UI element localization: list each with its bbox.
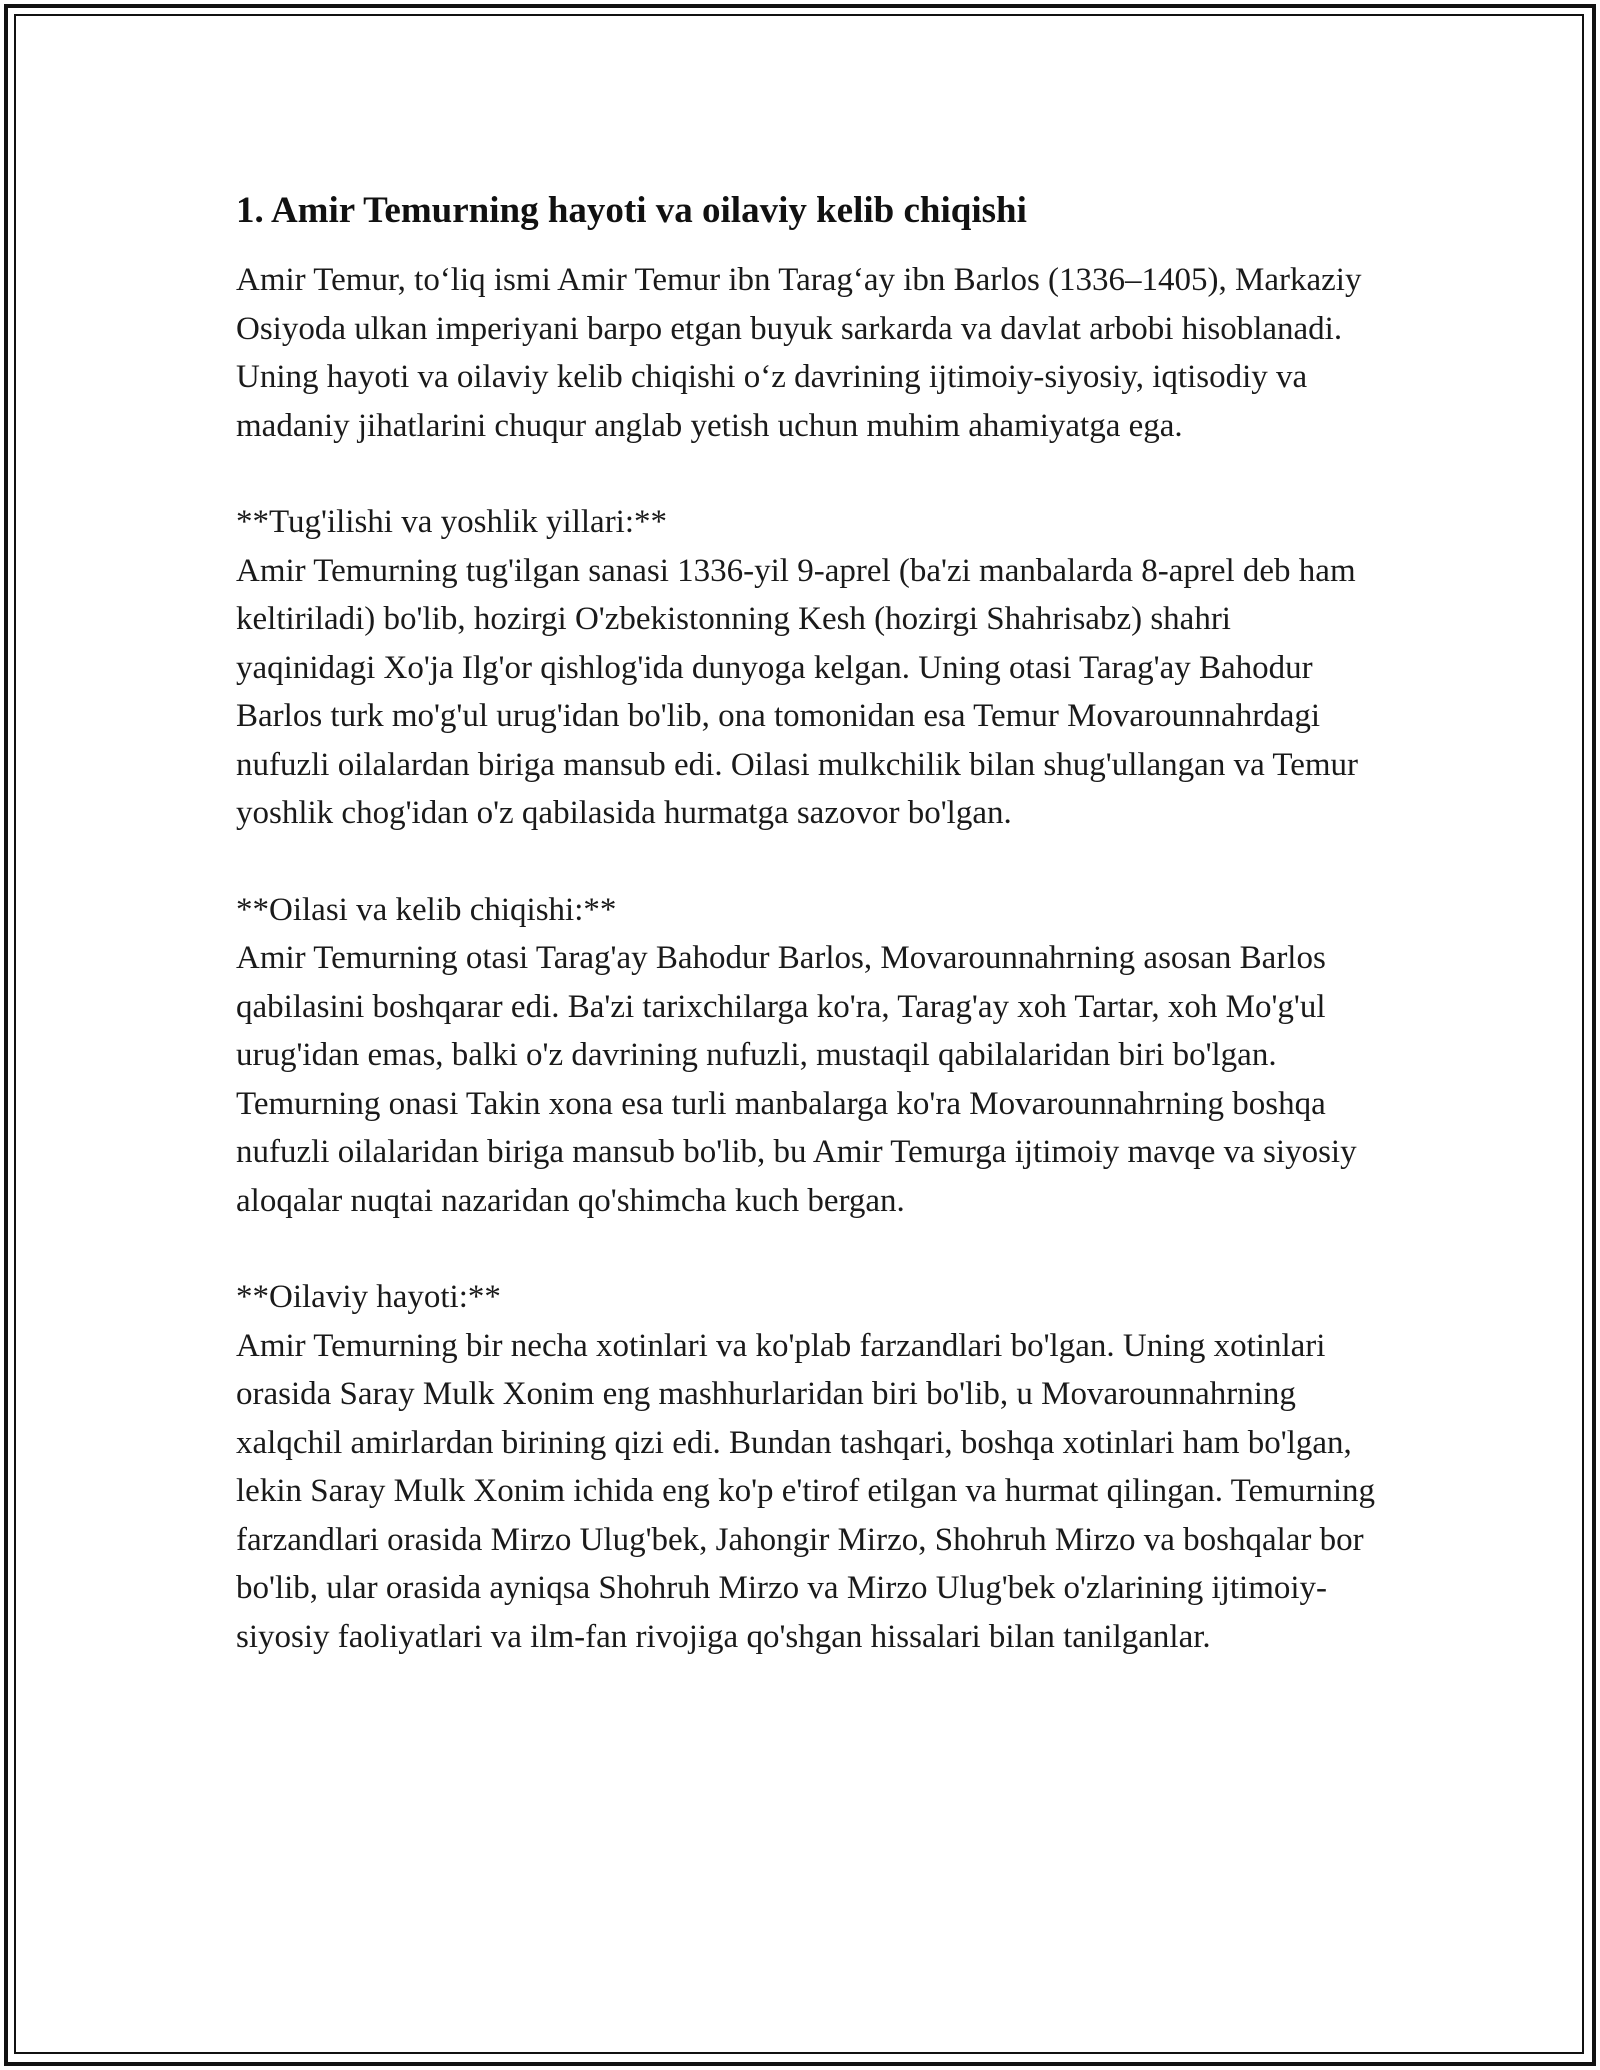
document-body — [236, 186, 1376, 1661]
section-subheading: **Tug'ilishi va yoshlik yillari:** — [236, 504, 668, 540]
paragraph-gap — [236, 1225, 1376, 1273]
section-paragraph: Amir Temurning otasi Tarag'ay Bahodur Barlos, Movarounnahrning asosan Barlos qabilasini boshqarar edi. Ba'zi tarixchilarga ko'ra, Tarag'ay xoh Tartar, xoh Mo'g'ul urug'idan emas, balki o'z davrining nufuzli, mustaqil qabilalaridan biri bo'lgan. Temurning onasi Takin xona esa turli manbalarga ko'ra Movarounnahrning boshqa nufuzli oilalaridan biriga mansub bo'lib, bu Amir Temurga ijtimoiy mavqe va siyosiy aloqalar nuqtai nazaridan qo'shimcha kuch bergan. — [236, 940, 1357, 1219]
section-paragraph: Amir Temurning bir necha xotinlari va ko'plab farzandlari bo'lgan. Uning xotinlari orasida Saray Mulk Xonim eng mashhurlaridan biri bo'lib, u Movarounnahrning xalqchil amirlardan birining qizi edi. Bundan tashqari, boshqa xotinlari ham bo'lgan, lekin Saray Mulk Xonim ichida eng ko'p e'tirof etilgan va hurmat qilingan. Temurning farzandlari orasida Mirzo Ulug'bek, Jahongir Mirzo, Shohruh Mirzo va boshqalar bor bo'lib, ular orasida ayniqsa Shohruh Mirzo va Mirzo Ulug'bek o'zlarining ijtimoiy-siyosiy faoliyatlari va ilm-fan rivojiga qo'shgan hissalari bilan tanilganlar. — [236, 1327, 1375, 1655]
intro-paragraph: Amir Temur, to‘liq ismi Amir Temur ibn Tarag‘ay ibn Barlos (1336–1405), Markaziy Osiyoda ulkan imperiyani barpo etgan buyuk sarkarda va davlat arbobi hisoblanadi. Uning hayoti va oilaviy kelib chiqishi o‘z davrining ijtimoiy-siyosiy, iqtisodiy va madaniy jihatlarini chuqur anglab yetish uchun muhim ahamiyatga ega. — [236, 262, 1362, 444]
paragraph-gap — [236, 450, 1376, 498]
section-birth-youth — [236, 498, 1376, 838]
section-family-origin — [236, 886, 1376, 1226]
paragraph-gap — [236, 838, 1376, 886]
document-heading: 1. Amir Temurning hayoti va oilaviy kelib chiqishi — [236, 190, 1027, 231]
section-subheading: **Oilaviy hayoti:** — [236, 1279, 501, 1315]
section-family-life — [236, 1273, 1376, 1661]
section-subheading: **Oilasi va kelib chiqishi:** — [236, 891, 617, 928]
section-paragraph: Amir Temurning tug'ilgan sanasi 1336-yil 9-aprel (ba'zi manbalarda 8-aprel deb ham keltiriladi) bo'lib, hozirgi O'zbekistonning Kesh (hozirgi Shahrisabz) shahri yaqinidagi Xo'ja Ilg'or qishlog'ida dunyoga kelgan. Uning otasi Tarag'ay Bahodur Barlos turk mo'g'ul urug'idan bo'lib, ona tomonidan esa Temur Movarounnahrdagi nufuzli oilalardan biriga mansub edi. Oilasi mulkchilik bilan shug'ullangan va Temur yoshlik chog'idan o'z qabilasida hurmatga sazovor bo'lgan. — [236, 552, 1359, 831]
